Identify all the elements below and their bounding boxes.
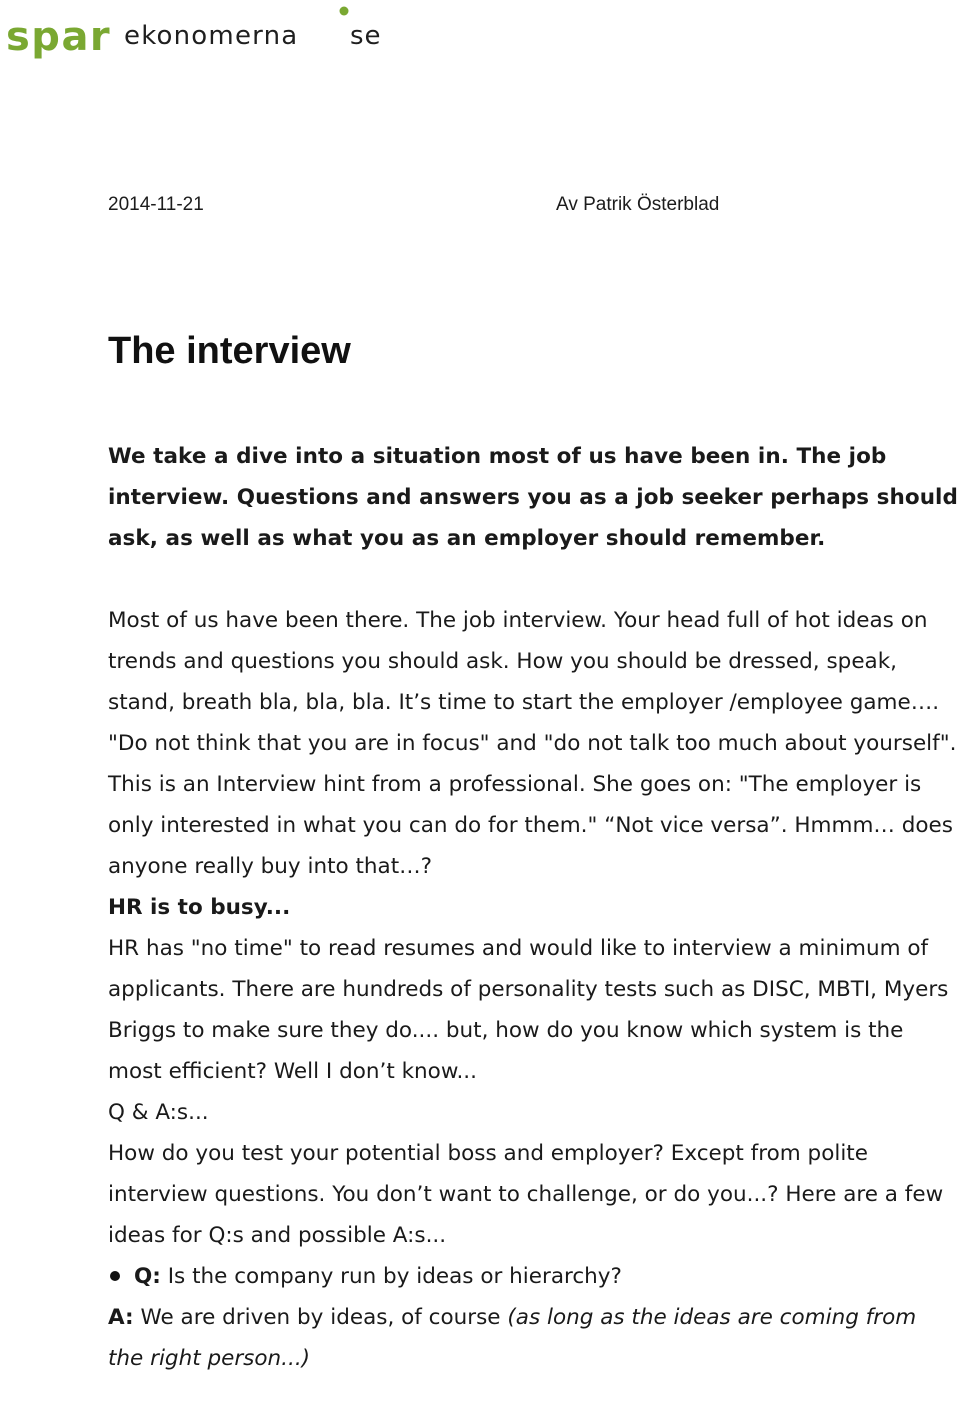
logo-spar-text: spar (6, 14, 112, 60)
answer-italic: (as long as the ideas are coming from the right person...) (108, 1305, 917, 1371)
logo-tld-text: se (350, 21, 382, 51)
paragraph-hr: HR has "no time" to read resumes and would like to interview a minimum of applicants. There are hundreds of personality tests such as DISC, MBTI, Myers Briggs to make sure they do.... but, how do you know which system is the most efficient? Well I don’t know... (108, 936, 949, 1084)
publish-date: 2014-11-21 (108, 194, 204, 215)
logo-ekonomerna-text: ekonomerna (124, 21, 299, 51)
question-text: Is the company run by ideas or hierarchy? (160, 1264, 622, 1289)
question-label: Q: (134, 1264, 161, 1289)
answer-text: We are driven by ideas, of course (133, 1305, 508, 1330)
answer-label: A: (108, 1305, 134, 1330)
logo-dot (340, 7, 349, 16)
article-body (108, 436, 958, 1379)
heading-hr: HR is to busy... (108, 895, 291, 920)
heading-qa: Q & A:s... (108, 1100, 209, 1125)
question-item (108, 1256, 958, 1297)
page-title: The interview (108, 330, 351, 372)
author-byline: Av Patrik Österblad (556, 194, 720, 215)
article-lead: We take a dive into a situation most of us have been in. The job interview. Questions and answers you as a job seeker perhaps should ask, as well as what you as an employer should remember. (108, 444, 958, 551)
bullet-icon (110, 1271, 120, 1281)
sparekonomerna-logo (6, 2, 386, 60)
answer-item (108, 1297, 958, 1379)
paragraph-qa: How do you test your potential boss and employer? Except from polite interview questions. You don’t want to challenge, or do you...? Here are a few ideas for Q:s and possible A:s... (108, 1141, 944, 1248)
paragraph-hint: "Do not think that you are in focus" and "do not talk too much about yourself". This is an Interview hint from a professional. She goes on: "The employer is only interested in what you can do for them." “Not vice versa”. Hmmm… does anyone really buy into that…? (108, 731, 957, 879)
paragraph-intro: Most of us have been there. The job interview. Your head full of hot ideas on trends and questions you should ask. How you should be dressed, speak, stand, breath bla, bla, bla. It’s time to start the employer /employee game…. (108, 608, 940, 715)
